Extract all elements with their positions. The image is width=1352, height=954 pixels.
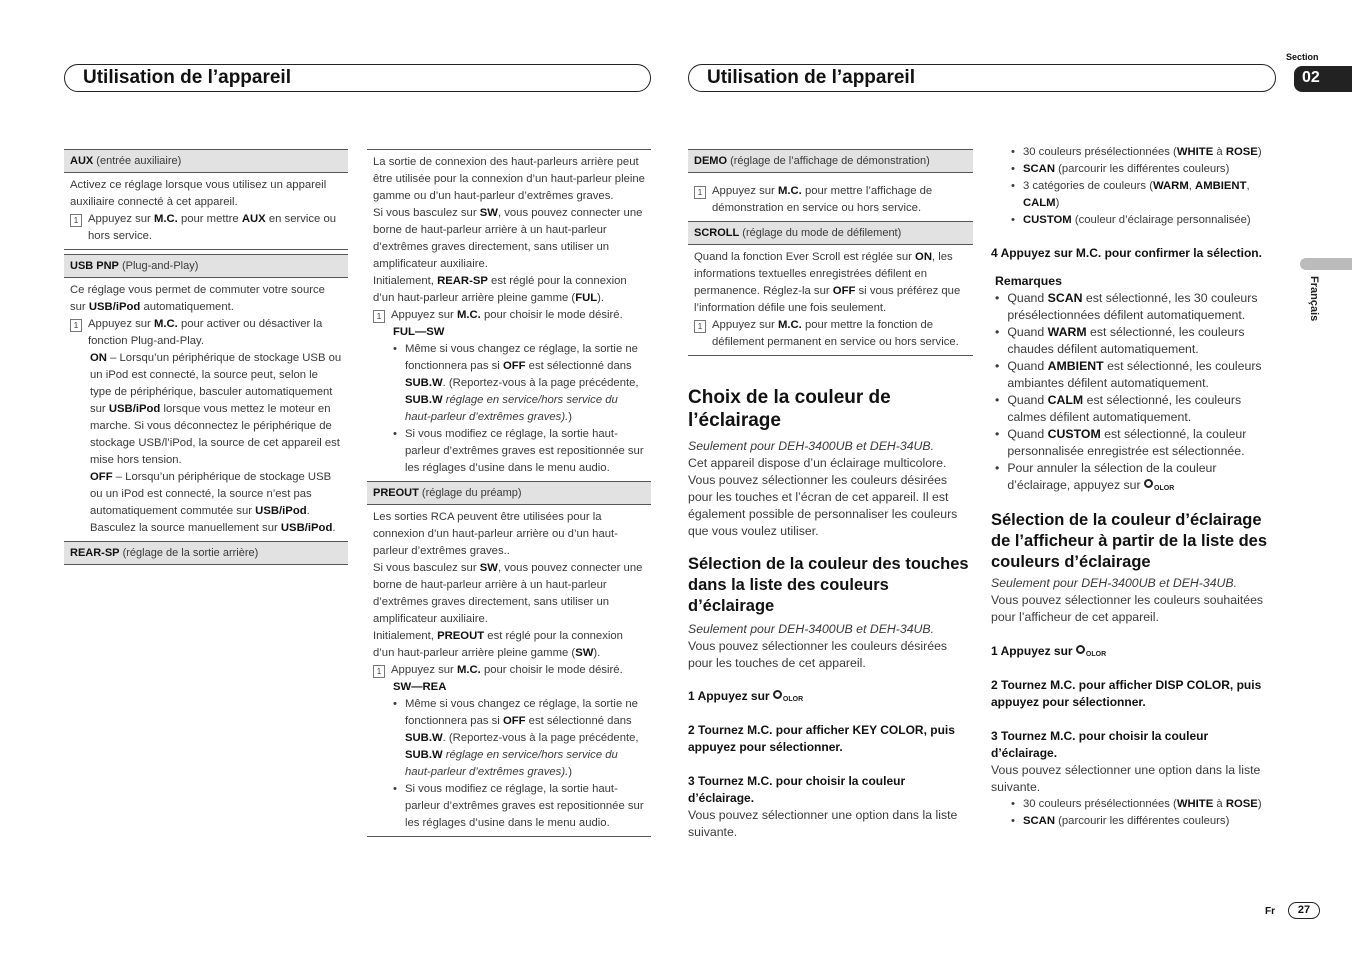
list-item: • Quand SCAN est sélectionné, les 30 couleurs présélectionnées défilent automatiquement. (995, 291, 1258, 322)
disp-text: Vous pouvez sélectionner les couleurs souhaitées pour l’afficheur de cet appareil. (991, 593, 1264, 624)
scroll-text: Quand la fonction Ever Scroll est réglée sur ON, les informations textuelles enregistrées défilent en permanence. Réglez-la sur OFF si vous préférez que l’information défile une fois seulement. (694, 251, 961, 314)
heading-choix-couleur: Choix de la couleur de l’éclairage (688, 387, 891, 431)
list-item: • Quand AMBIENT est sélectionné, les couleurs ambiantes défilent automatiquement. (995, 359, 1262, 390)
section-label: Section (1286, 52, 1319, 62)
step-1: 1 Appuyez sur OLOR (688, 689, 804, 703)
left-header-title: Utilisation de l’appareil (83, 67, 291, 88)
preout-sw-text: Si vous basculez sur SW, vous pouvez connecter une borne de haut-parleur arrière à un haut-parleur d’extrêmes graves directement, sans utiliser un amplificateur auxiliaire. (373, 562, 643, 625)
models-note: Seulement pour DEH-3400UB et DEH-34UB. (688, 622, 935, 636)
models-note: Seulement pour DEH-3400UB et DEH-34UB. (688, 439, 935, 453)
off-description: OFF – Lorsqu’un périphérique de stockage USB ou un iPod est connecté, la source n’est pas automatiquement commutée sur USB/iPod. Basculez la source manuellement sur USB/iPod. (90, 471, 336, 534)
list-item: • Quand CALM est sélectionné, les couleurs calmes défilent automatiquement. (995, 393, 1242, 424)
choix-text: Cet appareil dispose d’un éclairage multicolore. Vous pouvez sélectionner les couleurs désirées pour les touches et l’écran de cet appareil. Il est également possible de personnaliser les couleurs que vous voulez utiliser. (688, 456, 958, 538)
aux-setting-body (64, 173, 348, 250)
footer-language: Fr (1265, 906, 1275, 917)
rear-sp-intro: La sortie de connexion des haut-parleurs arrière peut être utilisée pour la connexion d’un haut-parleur pleine gamme ou d’un haut-parleur d’extrêmes graves. (373, 156, 645, 202)
step-2: 2 Tournez M.C. pour afficher DISP COLOR, puis appuyez pour sélectionner. (991, 678, 1262, 709)
step-number-icon: 1 (373, 665, 385, 678)
right-header (688, 64, 1276, 92)
sw-rea-options: SW—REA (393, 681, 447, 693)
page-number: 27 (1288, 902, 1320, 919)
ful-sw-options: FUL—SW (393, 326, 445, 338)
preout-setting-bar: PREOUT (réglage du préamp) (367, 481, 651, 505)
list-item: • SCAN (parcourir les différentes couleurs) (1011, 163, 1230, 175)
list-item: • Si vous modifiez ce réglage, la sortie haut-parleur d’extrêmes graves est repositionnée sur les réglages d’usine dans le menu audio. (393, 428, 644, 474)
remarques-title: Remarques (995, 274, 1062, 288)
usb-pnp-text: Ce réglage vous permet de commuter votre source sur USB/iPod automatiquement. (70, 284, 325, 313)
column-4 (991, 144, 1276, 830)
aux-step: 1 Appuyez sur M.C. pour mettre AUX en service ou hors service. (70, 211, 342, 245)
scroll-setting-bar: SCROLL (réglage du mode de défilement) (688, 221, 973, 245)
step-4: 4 Appuyez sur M.C. pour confirmer la sélection. (991, 246, 1262, 260)
demo-body (688, 173, 973, 221)
step-number-icon: 1 (70, 214, 82, 227)
demo-step: 1 Appuyez sur M.C. pour mettre l’affichage de démonstration en service ou hors service. (694, 183, 967, 217)
section-number: 02 (1294, 66, 1352, 92)
list-item: • 3 catégories de couleurs (WARM, AMBIENT, CALM) (1011, 180, 1250, 209)
rear-sp-body (367, 150, 651, 481)
column-3 (688, 149, 973, 841)
on-description: ON – Lorsqu’un périphérique de stockage USB ou un iPod est connecté, la source peut, selon le type de périphérique, basculer automatiquement sur USB/iPod lorsque vous mettez le moteur en marche. Si vous déconnectez le périphérique de stockage USB/l’iPod, la source de cet appareil est mise hors tension. (90, 352, 342, 466)
rear-sp-step: 1 Appuyez sur M.C. pour choisir le mode désiré. (373, 307, 645, 324)
step-3-text: Vous pouvez sélectionner une option dans la liste suivante. (688, 808, 958, 839)
step-3: 3 Tournez M.C. pour choisir la couleur d’éclairage. (991, 729, 1209, 760)
aux-setting-bar: AUX (entrée auxiliaire) (64, 149, 348, 173)
heading-afficheur-couleur: Sélection de la couleur d’éclairage de l’afficheur à partir de la liste des couleurs d’éclairage (991, 511, 1268, 571)
preout-intro: Les sorties RCA peuvent être utilisées pour la connexion d’un haut-parleur arrière ou d’un haut-parleur d’extrêmes graves.. (373, 511, 618, 557)
usb-pnp-setting-body (64, 278, 348, 541)
list-item: • 30 couleurs présélectionnées (WHITE à ROSE) (1011, 798, 1262, 810)
scroll-step: 1 Appuyez sur M.C. pour mettre la fonction de défilement permanent en service ou hors service. (694, 317, 967, 351)
language-tab (1300, 258, 1352, 270)
preout-body (367, 505, 651, 837)
list-item: • Quand WARM est sélectionné, les couleurs chaudes défilent automatiquement. (995, 325, 1245, 356)
list-item: • CUSTOM (couleur d’éclairage personnalisée) (1011, 214, 1251, 226)
step-2: 2 Tournez M.C. pour afficher KEY COLOR, puis appuyez pour sélectionner. (688, 723, 955, 754)
step-number-icon: 1 (694, 186, 706, 199)
list-item: • Quand CUSTOM est sélectionné, la couleur personnalisée enregistrée est sélectionnée. (995, 427, 1247, 458)
step-number-icon: 1 (694, 320, 706, 333)
aux-text: Activez ce réglage lorsque vous utilisez un appareil auxiliaire connecté à cet appareil. (70, 179, 327, 208)
models-note: Seulement pour DEH-3400UB et DEH-34UB. (991, 576, 1238, 590)
scroll-body (688, 245, 973, 356)
rear-sp-setting-bar: REAR-SP (réglage de la sortie arrière) (64, 541, 348, 565)
demo-setting-bar: DEMO (réglage de l’affichage de démonstration) (688, 149, 973, 173)
step-number-icon: 1 (70, 319, 82, 332)
color-button-icon: OLOR (773, 690, 799, 701)
rear-sp-sw-text: Si vous basculez sur SW, vous pouvez connecter une borne de haut-parleur arrière à un haut-parleur d’extrêmes graves directement, sans utiliser un amplificateur auxiliaire. (373, 207, 643, 270)
column-1 (64, 149, 348, 565)
touches-text: Vous pouvez sélectionner les couleurs désirées pour les touches de cet appareil. (688, 639, 948, 670)
heading-touches-couleur: Sélection de la couleur des touches dans la liste des couleurs d’éclairage (688, 555, 969, 615)
preout-step: 1 Appuyez sur M.C. pour choisir le mode désiré. (373, 662, 645, 679)
step-3-text: Vous pouvez sélectionner une option dans la liste suivante. (991, 763, 1261, 794)
list-item: • 30 couleurs présélectionnées (WHITE à ROSE) (1011, 146, 1262, 158)
list-item: • SCAN (parcourir les différentes couleurs) (1011, 815, 1230, 827)
step-number-icon: 1 (373, 310, 385, 323)
left-header (64, 64, 651, 92)
preout-init-text: Initialement, PREOUT est réglé pour la connexion d’un haut-parleur arrière pleine gamme (SW). (373, 630, 623, 659)
usb-pnp-setting-bar: USB PNP (Plug-and-Play) (64, 254, 348, 278)
color-button-icon: OLOR (1144, 479, 1170, 490)
list-item: • Même si vous changez ce réglage, la sortie ne fonctionnera pas si OFF est sélectionné dans SUB.W. (Reportez-vous à la page précédente, SUB.W réglage en service/hors service du haut-parleur d’extrêmes graves).) (393, 698, 639, 778)
list-item: • Si vous modifiez ce réglage, la sortie haut-parleur d’extrêmes graves est repositionnée sur les réglages d’usine dans le menu audio. (393, 783, 644, 829)
list-item: • Même si vous changez ce réglage, la sortie ne fonctionnera pas si OFF est sélectionné dans SUB.W. (Reportez-vous à la page précédente, SUB.W réglage en service/hors service du haut-parleur d’extrêmes graves).) (393, 343, 639, 423)
usb-pnp-step: 1 Appuyez sur M.C. pour activer ou désactiver la fonction Plug-and-Play. (70, 316, 342, 350)
list-item: • Pour annuler la sélection de la couleur d’éclairage, appuyez sur OLOR (995, 461, 1217, 492)
color-button-icon: OLOR (1076, 645, 1102, 656)
right-header-title: Utilisation de l’appareil (707, 67, 915, 88)
language-label: Français (1308, 276, 1320, 322)
column-2 (367, 149, 651, 837)
step-3: 3 Tournez M.C. pour choisir la couleur d’éclairage. (688, 774, 906, 805)
step-1: 1 Appuyez sur OLOR (991, 644, 1107, 658)
rear-sp-init-text: Initialement, REAR-SP est réglé pour la connexion d’un haut-parleur arrière pleine gamme (FUL). (373, 275, 627, 304)
